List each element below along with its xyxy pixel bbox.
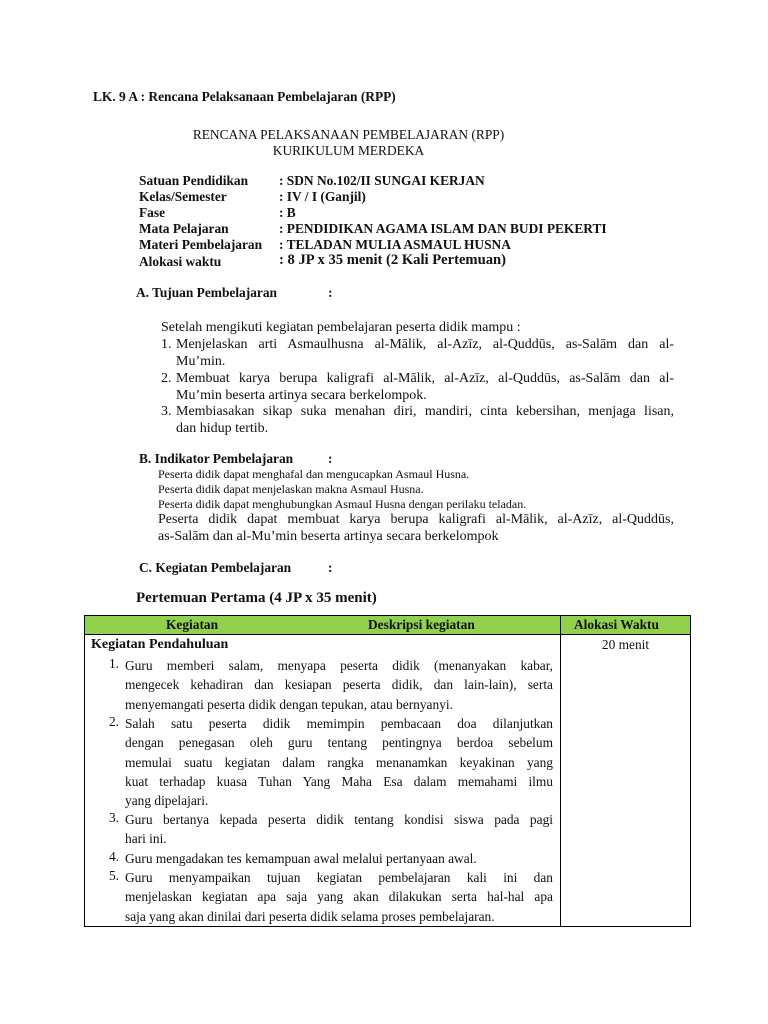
row-number: 5.	[108, 868, 119, 883]
identity-value: : SDN No.102/II SUNGAI KERJAN	[279, 173, 485, 188]
header-alokasi: Alokasi Waktu	[574, 617, 659, 632]
indicator-item: Peserta didik dapat menghubungkan Asmaul Husna dengan perilaku teladan.	[158, 497, 527, 511]
list-item-text: Mu’min.	[176, 354, 226, 369]
indicator-item: Peserta didik dapat menghafal dan mengucapkan Asmaul Husna.	[158, 467, 470, 481]
table-row	[125, 849, 553, 868]
section-a-colon: :	[328, 285, 333, 300]
indicator-item: as-Salām dan al-Mu’min beserta artinya secara berkelompok	[158, 529, 499, 544]
row-line: Salah satu peserta didik memimpin pembacaan doa dilanjutkan	[125, 716, 553, 731]
row-number: 3.	[108, 810, 119, 825]
identity-value: : TELADAN MULIA ASMAUL HUSNA	[279, 237, 511, 252]
row-line: mengecek kehadiran dan kesiapan peserta didik, dan lain-lain), serta	[125, 677, 553, 693]
list-item-text: Menjelaskan arti Asmaulhusna al-Mālik, al-Azīz, al-Quddūs, as-Salām dan al-	[176, 337, 674, 352]
header-deskripsi: Deskripsi kegiatan	[368, 617, 475, 632]
identity-value: : PENDIDIKAN AGAMA ISLAM DAN BUDI PEKERTI	[279, 221, 607, 236]
section-c-heading: C. Kegiatan Pembelajaran	[139, 560, 292, 575]
table-row	[125, 810, 553, 849]
list-item-text: dan hidup tertib.	[176, 421, 269, 436]
list-number: 3.	[161, 404, 172, 419]
row-line: dengan penegasan oleh guru tentang pentingnya berdoa sebelum	[125, 735, 553, 751]
indicator-item: Peserta didik dapat membuat karya berupa kaligrafi al-Mālik, al-Azīz, al-Quddūs,	[158, 512, 674, 527]
row-number: 2.	[108, 714, 119, 729]
identity-value: : IV / I (Ganjil)	[279, 189, 366, 204]
identity-label: Fase	[139, 205, 166, 220]
row-line: kuat terhadap kuasa Tuhan Yang Maha Esa dalam memahami ilmu	[125, 773, 553, 789]
identity-label: Materi Pembelajaran	[139, 237, 263, 252]
identity-label: Mata Pelajaran	[139, 221, 229, 236]
section-b-colon: :	[328, 451, 333, 466]
doc-title-line2: KURIKULUM MERDEKA	[272, 143, 425, 158]
table-row	[125, 656, 553, 714]
row-number: 1.	[108, 656, 119, 671]
section-c-colon: :	[328, 560, 333, 575]
list-number: 2.	[161, 371, 172, 386]
row-line: menyemangati peserta didik dengan tepukan, atau bernyanyi.	[125, 696, 453, 712]
section-a-intro: Setelah mengikuti kegiatan pembelajaran peserta didik mampu :	[161, 320, 521, 335]
identity-label: Kelas/Semester	[139, 189, 227, 204]
row-line: Guru bertanya kepada peserta didik tentang kondisi siswa pada pagi	[125, 812, 553, 827]
list-item-text: Membuat karya berupa kaligrafi al-Mālik, al-Azīz, al-Quddūs, as-Salām dan al-	[176, 371, 674, 386]
header-kegiatan: Kegiatan	[166, 617, 219, 632]
time-allocation: 20 menit	[601, 637, 650, 652]
row-line: hari ini.	[125, 831, 167, 847]
section-title: Kegiatan Pendahuluan	[91, 637, 229, 652]
doc-heading: LK. 9 A : Rencana Pelaksanaan Pembelajaran (RPP)	[93, 89, 396, 104]
row-line: Guru memberi salam, menyapa peserta didik (menanyakan kabar,	[125, 658, 553, 673]
row-line: Guru mengadakan tes kemampuan awal melalui pertanyaan awal.	[125, 851, 477, 866]
table-row	[125, 714, 553, 810]
meeting-title: Pertemuan Pertama (4 JP x 35 menit)	[136, 590, 377, 606]
identity-value: : 8 JP x 35 menit (2 Kali Pertemuan)	[279, 252, 506, 268]
table-row	[125, 868, 553, 926]
section-a-heading: A. Tujuan Pembelajaran	[136, 285, 277, 300]
identity-value: : B	[279, 205, 296, 220]
row-line: menjelaskan kegiatan apa saja yang akan dilakukan serta hal-hal apa	[125, 889, 553, 905]
identity-label: Satuan Pendidikan	[139, 173, 249, 188]
row-line: yang dipelajari.	[125, 793, 209, 809]
column-divider	[560, 616, 561, 926]
list-number: 1.	[161, 337, 172, 352]
list-item-text: Mu’min beserta artinya secara berkelompok.	[176, 388, 427, 403]
doc-title-line1: RENCANA PELAKSANAAN PEMBELAJARAN (RPP)	[192, 127, 505, 142]
identity-label: Alokasi waktu	[139, 254, 222, 269]
row-number: 4.	[108, 849, 119, 864]
row-line: memulai suatu kegiatan dalam rangka menanamkan keyakinan yang	[125, 754, 553, 770]
section-b-heading: B. Indikator Pembelajaran	[139, 451, 294, 466]
indicator-item: Peserta didik dapat menjelaskan makna Asmaul Husna.	[158, 482, 424, 496]
row-line: saja yang akan dinilai dari peserta didik selama proses pembelajaran.	[125, 908, 495, 924]
activity-table	[84, 615, 691, 927]
list-item-text: Membiasakan sikap suka menahan diri, mandiri, cinta kebersihan, menjaga lisan,	[176, 404, 674, 419]
row-line: Guru menyampaikan tujuan kegiatan pembelajaran kali ini dan	[125, 870, 553, 885]
